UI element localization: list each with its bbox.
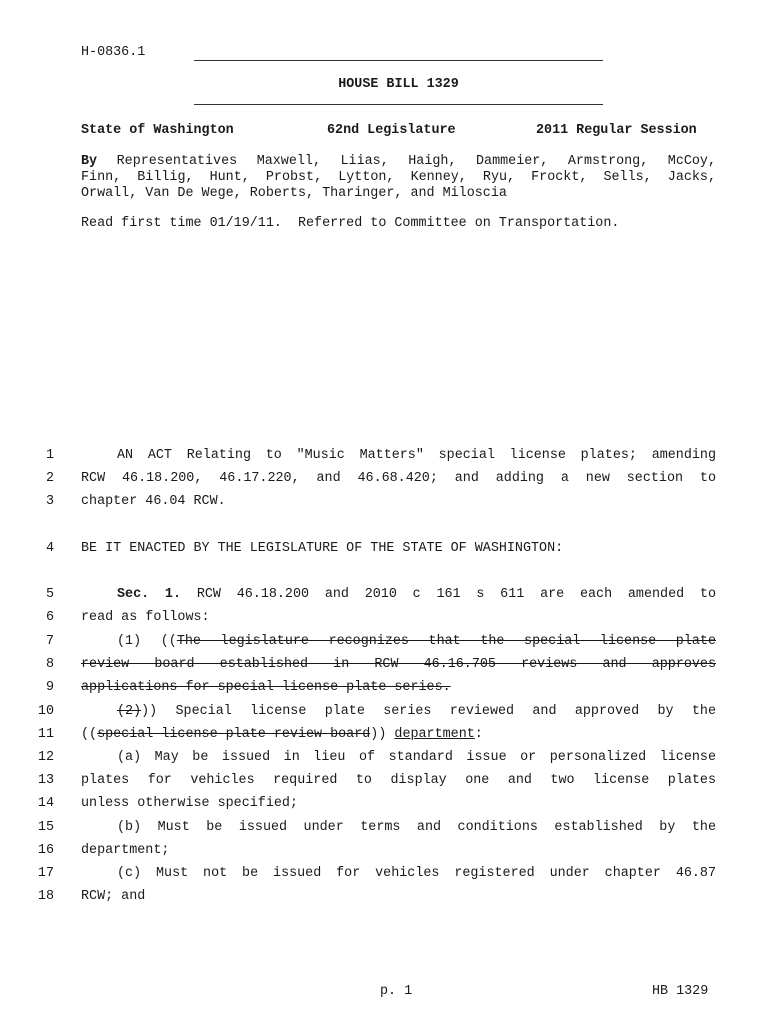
item-b-line-2: department; [81,843,170,858]
sponsors-line-3: Orwall, Van De Wege, Roberts, Tharinger, and Miloscia [81,186,507,201]
act-title-line-1: AN ACT Relating to "Music Matters" special license plates; amending [117,448,716,463]
line-number: 14 [37,796,54,811]
line-number: 4 [45,541,54,556]
read-first-time: Read first time 01/19/11. Referred to Committee on Transportation. [81,216,620,231]
header-rule-top [194,60,603,61]
session-label: 2011 Regular Session [536,123,697,138]
section-1-amend-text: RCW 46.18.200 and 2010 c 161 s 611 are each amended to [196,587,717,602]
line-number: 9 [45,680,54,695]
line-number: 17 [37,866,54,881]
item-a-line-1: (a) May be issued in lieu of standard issue or personalized license [117,750,716,765]
struck-subsection-number: (2) [117,704,142,719]
item-a-line-3: unless otherwise specified; [81,796,298,811]
state-label: State of Washington [81,123,234,138]
line-number: 13 [37,773,54,788]
read-as-follows: read as follows: [81,610,210,625]
struck-text-line-9: applications for special license plate series. [81,680,451,695]
line-number: 15 [37,820,54,835]
header-rule-bottom [194,104,603,105]
document-code: H-0836.1 [81,45,146,60]
line-number: 16 [37,843,54,858]
sponsors-prefix: By [81,154,98,169]
line-number: 3 [45,494,54,509]
act-title-line-2: RCW 46.18.200, 46.17.220, and 46.68.420; and adding a new section to [81,471,716,486]
bill-title: HOUSE BILL 1329 [338,77,459,92]
line-number: 8 [45,657,54,672]
item-a-line-2: plates for vehicles required to display one and two license plates [81,773,716,788]
legislature-label: 62nd Legislature [327,123,456,138]
section-label: Sec. 1. [117,587,182,602]
act-title-line-3: chapter 46.04 RCW. [81,494,226,509]
colon: : [474,727,483,742]
struck-text: The legislature recognizes that the special license plate [176,634,716,649]
line-number: 7 [45,634,54,649]
section-1-heading [117,587,716,602]
item-b-line-1: (b) Must be issued under terms and conditions established by the [117,820,716,835]
body-line-10 [117,704,716,719]
open-parens: (( [81,727,98,742]
line-number: 1 [45,448,54,463]
inserted-text: department [394,727,475,742]
struck-text: special license plate review board [97,727,371,742]
sponsors-line-2: Finn, Billig, Hunt, Probst, Lytton, Kenney, Ryu, Frockt, Sells, Jacks, [81,170,716,185]
line-number: 11 [37,727,54,742]
footer-bill-number: HB 1329 [652,984,709,999]
subsection-1-prefix: (1) (( [117,634,177,649]
line-number: 12 [37,750,54,765]
item-c-line-2: RCW; and [81,889,146,904]
body-line-10-text: )) Special license plate series reviewed and approved by the [141,704,716,719]
struck-text-line-8: review board established in RCW 46.16.705 reviews and approves [81,657,716,672]
page-number: p. 1 [380,984,413,999]
line-number: 10 [37,704,54,719]
line-number: 5 [45,587,54,602]
body-line-11 [81,727,483,742]
line-number: 2 [45,471,54,486]
enacting-clause: BE IT ENACTED BY THE LEGISLATURE OF THE STATE OF WASHINGTON: [81,541,564,556]
close-parens: )) [370,727,395,742]
line-number: 6 [45,610,54,625]
body-line-7 [117,634,716,649]
sponsors-line-1 [81,154,716,169]
line-number: 18 [37,889,54,904]
item-c-line-1: (c) Must not be issued for vehicles registered under chapter 46.87 [117,866,716,881]
sponsors-text: Representatives Maxwell, Liias, Haigh, Dammeier, Armstrong, McCoy, [116,154,716,169]
